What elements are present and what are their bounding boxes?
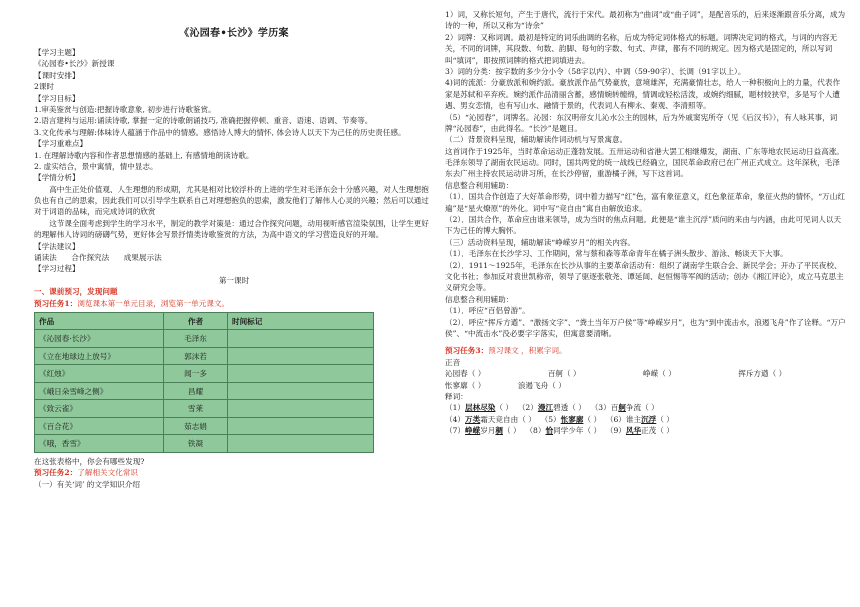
table-row bbox=[35, 400, 374, 418]
paragraph: 2.语言建构与运用:诵读诗歌, 掌握一定的诗歌朗诵技巧, 准确把握停顿、重音、语速、语调、节奏等。 bbox=[34, 116, 373, 126]
table-cell-empty[interactable] bbox=[228, 400, 374, 418]
part-heading: 一、课前预习，发现问题 bbox=[34, 287, 118, 297]
task-label: 预习任务1： bbox=[34, 298, 78, 308]
lesson-heading: 第一课时 bbox=[218, 275, 250, 285]
paragraph: （1）．呼应“百侣曾游”。 bbox=[445, 306, 530, 316]
task-label: 预习任务3： bbox=[445, 346, 489, 356]
table-row bbox=[35, 417, 374, 435]
vocab-blank[interactable]: （ ） bbox=[495, 403, 514, 413]
task-label: 预习任务2： bbox=[34, 468, 78, 478]
table-row bbox=[35, 435, 374, 453]
subsection-heading: 释词： bbox=[445, 391, 468, 401]
vocab-word: 层林尽染 bbox=[465, 403, 496, 413]
method-list bbox=[34, 252, 434, 263]
pronunciation-row bbox=[445, 380, 847, 391]
vocab-blank[interactable]: （ ） bbox=[641, 403, 659, 413]
vocab-text: 谁主 bbox=[625, 414, 642, 424]
vocab-blank[interactable]: （ ） bbox=[518, 414, 536, 424]
pronunciation-item[interactable]: 沁园春（ ） bbox=[445, 369, 486, 379]
vocab-word: 沉浮 bbox=[641, 414, 657, 424]
paragraph: 这首词作于1925年，当时革命运动正蓬勃发展。五卅运动和省港大罢工相继爆发，湖南、广东等地农民运动日益高涨。毛泽东领导了湖南农民运动。同时，国共两党的统一战线已经确立，国民革命政府已在广州正式成立。这年深秋，毛泽东去广州主持农民运动讲习所，在长沙停留，重游橘子洲，写下这首词。 bbox=[445, 146, 845, 179]
paragraph: （5）“沁园春”，词牌名。沁园：东汉明帝女儿沁水公主的园林，后为外戚窦宪所夺（见《后汉书》），有人咏其事，词牌“沁园春”，由此得名。“长沙”是题目。 bbox=[445, 112, 838, 133]
vocab-number: （6） bbox=[605, 414, 626, 424]
table-row bbox=[35, 365, 374, 383]
task-text: 了解相关文化常识 bbox=[77, 468, 139, 478]
vocab-row bbox=[445, 414, 847, 425]
table-cell: 《哦，香雪》 bbox=[35, 435, 164, 453]
section-heading: 【学习重难点】 bbox=[34, 139, 88, 149]
table-cell: 茹志娟 bbox=[164, 417, 228, 435]
subsection-heading: （三）活动资料呈现，辅助解读“峥嵘岁月”的相关内容。 bbox=[445, 237, 636, 247]
vocab-text: 百 bbox=[610, 403, 619, 413]
vocab-blank[interactable]: （ ） bbox=[583, 414, 602, 424]
vocab-blank[interactable]: （ ） bbox=[503, 426, 521, 436]
vocab-number: （9） bbox=[605, 426, 626, 436]
left-column bbox=[34, 24, 434, 490]
table-cell: 《致云雀》 bbox=[35, 400, 164, 418]
paragraph: （2）．国共合作，革命应由谁来领导，成为当时的焦点问题。此便是“谁主沉浮”质问的来由与内涵，由此可见词人以天下为己任的博大胸怀。 bbox=[445, 215, 842, 236]
vocab-word: 风华 bbox=[625, 426, 642, 436]
task-line bbox=[445, 345, 847, 356]
vocab-word: 舸 bbox=[618, 403, 626, 413]
paragraph: （2）．1911～1925年，毛泽东在长沙从事的主要革命活动有：组织了湖南学生联合会、新民学会；开办了平民夜校、文化书社；参加反对袁世凯称帝，领导了驱逐张敬尧、谭延闿、赵恒惕等军阀的活动；创办《湘江评论》，成立马克思主义研究会等。 bbox=[445, 260, 844, 293]
paragraph: 高中生正处价值观、人生理想的形成期，尤其是相对比较浮朴的上进的学生对毛泽东会十分感兴趣，对人生理想抱负也有自己的思索，因此我们可以引导学生联系自己对理想抱负的思索，激发他们了解伟人心灵的兴趣；然后可以通过对于词语的品味，而完成诗词的欣赏 bbox=[34, 184, 429, 217]
task-text: 预习课文 ，积累字词。 bbox=[488, 346, 567, 356]
table-cell-empty[interactable] bbox=[228, 435, 374, 453]
section-heading: 【学习主题】 bbox=[34, 48, 80, 57]
table-cell: 《百合花》 bbox=[35, 417, 164, 435]
table-cell: 毛泽东 bbox=[164, 330, 228, 348]
table-cell: 《红烛》 bbox=[35, 365, 164, 383]
paragraph: 2）词牌：又称词调。最初是特定的词乐曲调的名称，后成为特定词体格式的标题。词牌决定词的格式，与词的内容无关，不同的词牌，其段数、句数、韵脚、每句的字数、句式、声律，都有不同的规定。因为格式是固定的，所以写词叫“填词”，即按照词牌的格式把词填进去。 bbox=[445, 32, 838, 65]
paragraph: 3）词的分类：按字数的多少分小令（58字以内）、中调（59-90字）、长调（91字以上）。 bbox=[445, 66, 746, 76]
table-cell: 《立在地球边上放号》 bbox=[35, 347, 164, 365]
paragraph: 2课时 bbox=[34, 82, 55, 92]
paragraph: 2. 虚实结合，景中寓情，情中显志。 bbox=[34, 161, 158, 171]
paragraph: 4)词的流派：分豪放派和婉约派。豪放派作品气势豪放，意境雄浑，充满豪情壮志，给人一种积极向上的力量，代表作家是苏轼和辛弃疾。婉约派作品清丽含蓄，感情婉转缠绵，情调或轻松活泼，或婉约细腻，题材较狭窄，多是写个人遭遇、男女恋情，也有写山水、融情于景的，代表词人有柳永、秦观、李清照等。 bbox=[445, 78, 841, 111]
vocab-blank[interactable]: （ ） bbox=[583, 426, 602, 436]
section-heading: 【课时安排】 bbox=[34, 70, 80, 80]
section-heading: 【学习目标】 bbox=[34, 93, 80, 103]
vocab-number: （1） bbox=[445, 403, 466, 413]
vocab-word: 怅寥廓 bbox=[560, 414, 584, 424]
paragraph: （1）．国共合作创造了大好革命形势，词中着力描写“红”色，富有象征意义，红色象征革命，象征火热的情怀，“万山红遍”是“星火燎原”的外化。词中写“竞自由”寓自由解放追求。 bbox=[445, 192, 845, 213]
vocab-blank[interactable]: （ ） bbox=[656, 414, 674, 424]
paragraph: 信息整合利用辅助： bbox=[445, 294, 514, 304]
table-row bbox=[35, 347, 374, 365]
works-table bbox=[34, 312, 374, 453]
pronunciation-item[interactable]: 百舸（ ） bbox=[547, 369, 581, 379]
task-line bbox=[34, 298, 434, 309]
table-row bbox=[35, 382, 374, 400]
table-cell: 《沁园春·长沙》 bbox=[35, 330, 164, 348]
task-text: 浏览课本第一单元目录，浏览第一单元课文。 bbox=[77, 298, 230, 308]
vocab-word: 万类 bbox=[465, 414, 481, 424]
pronunciation-item[interactable]: 挥斥方遒（ ） bbox=[738, 369, 787, 379]
task-line bbox=[34, 467, 434, 478]
question: 在这张表格中，你会有哪些发现? bbox=[34, 456, 145, 466]
table-cell: 铁凝 bbox=[164, 435, 228, 453]
paragraph: 1. 在理解诗歌内容和作者思想情感的基础上, 有感情地朗读诗歌。 bbox=[34, 150, 254, 160]
vocab-number: （2） bbox=[517, 403, 538, 413]
vocab-text: 霜天竞自由 bbox=[480, 414, 519, 424]
table-cell: 闻一多 bbox=[164, 365, 228, 383]
vocab-number: （3） bbox=[590, 403, 611, 413]
pronunciation-row bbox=[445, 368, 847, 379]
vocab-number: （7） bbox=[445, 426, 466, 436]
vocab-text: 同学少年 bbox=[553, 426, 584, 436]
table-header: 时间标记 bbox=[228, 312, 374, 330]
table-cell: 《峨日朵雪峰之侧》 bbox=[35, 382, 164, 400]
table-cell-empty[interactable] bbox=[228, 382, 374, 400]
vocab-blank[interactable]: （ ） bbox=[656, 426, 674, 436]
section-heading: 【学情分析】 bbox=[34, 173, 80, 183]
paragraph: （1）．毛泽东在长沙学习、工作期间，常与蔡和森等革命青年在橘子洲头散步、游泳、畅谈天下大事。 bbox=[445, 249, 788, 259]
table-header: 作品 bbox=[35, 312, 164, 330]
vocab-text: 岁月 bbox=[480, 426, 496, 436]
paragraph: 《沁园春•长沙》新授课 bbox=[34, 59, 115, 69]
table-header: 作者 bbox=[164, 312, 228, 330]
subsection-heading: 正音 bbox=[445, 357, 461, 367]
table-cell: 雪莱 bbox=[164, 400, 228, 418]
right-column bbox=[445, 9, 847, 436]
table-cell-empty[interactable] bbox=[228, 417, 374, 435]
paragraph: 1.审美鉴赏与创造:把握诗歌意象, 初步进行诗歌鉴赏。 bbox=[34, 104, 216, 114]
table-cell: 昌耀 bbox=[164, 382, 228, 400]
vocab-text: 碧透 bbox=[553, 403, 569, 413]
vocab-text: 争流 bbox=[625, 403, 642, 413]
paragraph: 1）词，又称长短句，产生于唐代，流行于宋代。最初称为“曲词”或“曲子词”，是配音乐的，后来逐渐跟音乐分离，成为诗的一种，所以又称为“诗余” bbox=[445, 10, 846, 31]
table-cell-empty[interactable] bbox=[228, 347, 374, 365]
pronunciation-item[interactable]: 浪遏飞舟（ ） bbox=[517, 380, 566, 390]
method-item: 合作探究法 bbox=[71, 253, 110, 263]
table-cell-empty[interactable] bbox=[228, 330, 374, 348]
vocab-text: 正茂 bbox=[641, 426, 657, 436]
vocab-row bbox=[445, 402, 847, 413]
vocab-word: 漫江 bbox=[537, 403, 554, 413]
vocab-number: （4） bbox=[445, 414, 466, 424]
subsection-heading: （一）有关‘词’ 的文学知识介绍 bbox=[34, 479, 140, 489]
vocab-word: 峥嵘 bbox=[465, 426, 481, 436]
vocab-row bbox=[445, 425, 847, 436]
paragraph: 3.文化传承与理解:体味诗人蕴涵于作品中的情感。感悟诗人博大的情怀, 体会诗人以天下为己任的历史责任感。 bbox=[34, 127, 406, 137]
subsection-heading: （二）背景资料呈现，辅助解读作词动机与写景寓意。 bbox=[445, 135, 628, 145]
table-cell-empty[interactable] bbox=[228, 365, 374, 383]
vocab-word: 稠 bbox=[495, 426, 503, 436]
vocab-number: （5） bbox=[540, 414, 561, 424]
vocab-blank[interactable]: （ ） bbox=[568, 403, 586, 413]
vocab-word: 恰 bbox=[545, 426, 554, 436]
section-heading: 【学法建议】 bbox=[34, 241, 80, 251]
method-item: 成果展示法 bbox=[123, 253, 162, 263]
table-row bbox=[35, 330, 374, 348]
method-item: 诵读法 bbox=[34, 253, 57, 263]
paragraph: （2）．呼应“挥斥方遒”、“激扬文字”、“粪土当年万户侯”等“峥嵘岁月”，也为“到中流击水，浪遏飞舟”作了诠释。“万户侯”、“中流击水”没必要字字落实，但寓意要清晰。 bbox=[445, 317, 846, 338]
pronunciation-item[interactable]: 峥嵘（ ） bbox=[643, 369, 676, 379]
section-heading: 【学习过程】 bbox=[34, 264, 80, 274]
paragraph: 这节课全面考虑到学生的学习水平，制定的教学对策是：通过合作探究问题，动用视听感官渲染氛围，让学生更好的理解伟人诗词的磅礴气势，更好体会写景抒情类诗歌鉴赏的方法，为高中语文的学习营造良好的开端。 bbox=[34, 218, 429, 240]
paragraph: 信息整合利用辅助： bbox=[445, 180, 514, 190]
table-cell: 郭沫若 bbox=[164, 347, 228, 365]
pronunciation-item[interactable]: 怅寥廓（ ） bbox=[445, 380, 486, 390]
vocab-number: （8） bbox=[525, 426, 546, 436]
document-title: 《沁园春•长沙》学历案 bbox=[179, 28, 289, 39]
